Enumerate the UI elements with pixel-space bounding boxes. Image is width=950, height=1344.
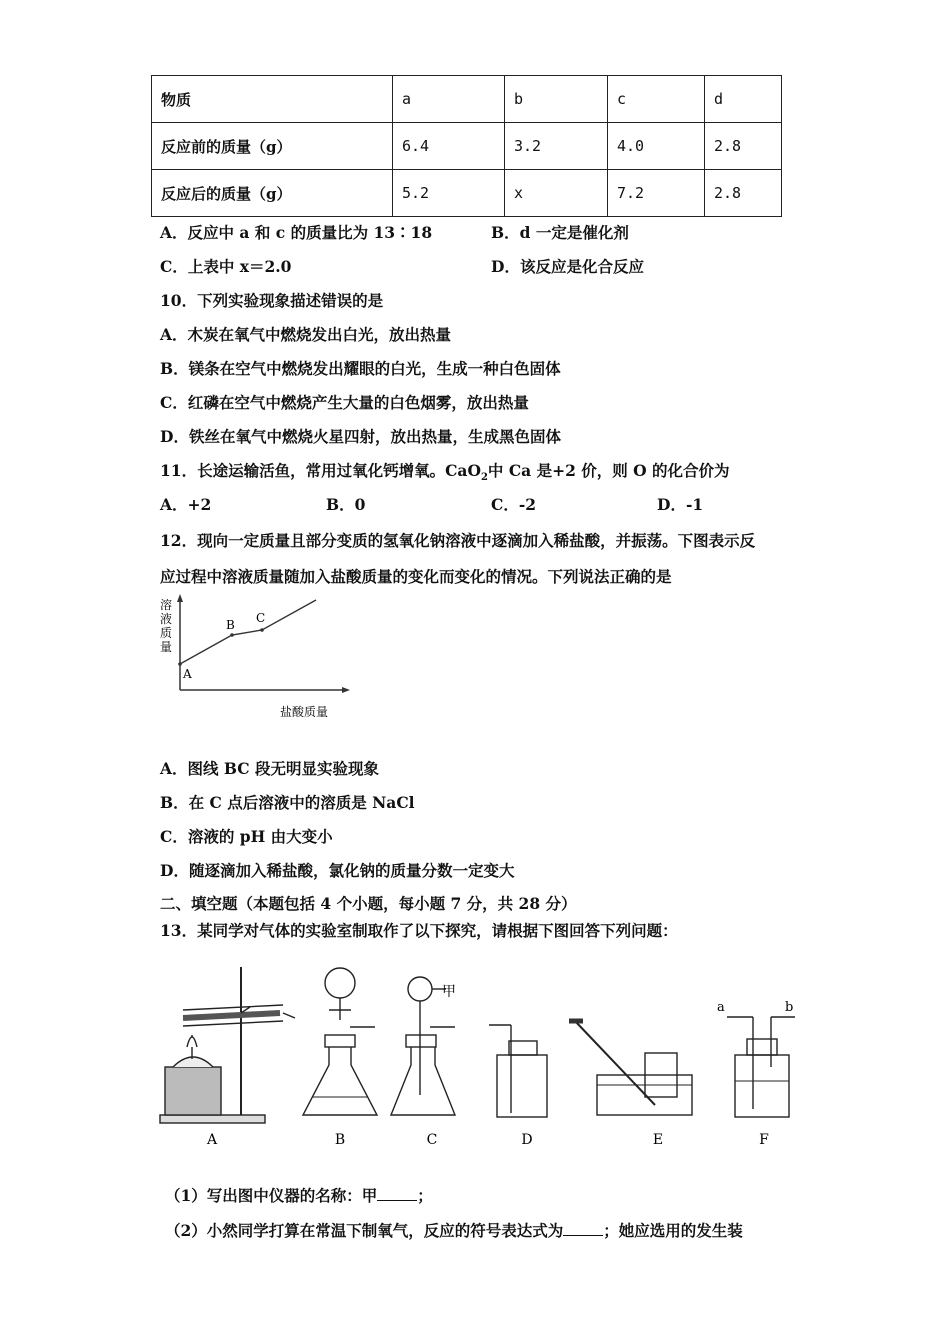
point-c-marker bbox=[260, 628, 264, 632]
q12-option-b: B．在 C 点后溶液中的溶质是 NaCl bbox=[160, 793, 415, 812]
q12-option-a: A．图线 BC 段无明显实验现象 bbox=[160, 759, 380, 778]
x-axis-label: 盐酸质量 bbox=[280, 705, 329, 719]
table-row bbox=[152, 123, 782, 170]
apparatus-label: E bbox=[652, 1132, 664, 1148]
q11-subscript: 2 bbox=[480, 472, 488, 484]
y-axis-arrow bbox=[177, 594, 183, 602]
q10-option-a: A．木炭在氧气中燃烧发出白光，放出热量 bbox=[160, 325, 452, 344]
q13-stem: 13．某同学对气体的实验室制取作了以下探究，请根据下图回答下列问题： bbox=[160, 921, 678, 940]
q11-stem-part2: 中 Ca 是+2 价，则 O 的化合价为 bbox=[487, 461, 730, 480]
table-cell: 7.2 bbox=[608, 170, 705, 217]
table-header-cell: c bbox=[608, 76, 705, 123]
table-row bbox=[152, 170, 782, 217]
q10-option-b: B．镁条在空气中燃烧发出耀眼的白光，生成一种白色固体 bbox=[160, 359, 561, 378]
table-cell: 3.2 bbox=[505, 123, 608, 170]
apparatus-a bbox=[160, 967, 295, 1123]
y-label-char: 液 bbox=[160, 612, 173, 626]
table-cell: 2.8 bbox=[705, 123, 782, 170]
q12-stem-line2: 应过程中溶液质量随加入盐酸质量的变化而变化的情况。下列说法正确的是 bbox=[160, 567, 672, 586]
q10-stem: 10．下列实验现象描述错误的是 bbox=[160, 291, 384, 310]
table-cell: x bbox=[505, 170, 608, 217]
point-c-label: C bbox=[256, 611, 266, 625]
q10-option-d: D．铁丝在氧气中燃烧火星四射，放出热量，生成黑色固体 bbox=[160, 427, 561, 446]
table-header-cell: 物质 bbox=[152, 76, 393, 123]
table-cell: 2.8 bbox=[705, 170, 782, 217]
table-header-cell: a bbox=[393, 76, 505, 123]
apparatus-f bbox=[727, 1017, 795, 1117]
y-label-char: 溶 bbox=[160, 598, 173, 612]
q12-graph bbox=[150, 592, 360, 727]
answer-blank[interactable] bbox=[377, 1186, 417, 1201]
label-b: b bbox=[785, 1000, 794, 1015]
q11-stem-part1: 11．长途运输活鱼，常用过氧化钙增氧。CaO bbox=[160, 461, 481, 480]
y-label-char: 质 bbox=[160, 626, 173, 640]
q9-option-c: C．上表中 x＝2.0 bbox=[160, 257, 292, 276]
table-header-cell: d bbox=[705, 76, 782, 123]
apparatus-figure bbox=[155, 955, 815, 1155]
apparatus-b bbox=[303, 968, 377, 1115]
q12-option-c: C．溶液的 pH 由大变小 bbox=[160, 827, 333, 846]
table-cell: 5.2 bbox=[393, 170, 505, 217]
q12-stem-line1: 12．现向一定质量且部分变质的氢氧化钠溶液中逐滴加入稀盐酸，并振荡。下图表示反 bbox=[160, 531, 756, 550]
q13-sub1 bbox=[165, 1184, 433, 1206]
apparatus-label: C bbox=[426, 1132, 438, 1148]
point-a-marker bbox=[178, 662, 182, 666]
q13-sub1-text: （1）写出图中仪器的名称：甲 bbox=[165, 1186, 378, 1205]
q11-option-b: B．0 bbox=[326, 495, 366, 514]
table-header-row bbox=[152, 76, 782, 123]
table-cell: 反应后的质量（g） bbox=[152, 170, 393, 217]
answer-blank[interactable] bbox=[563, 1221, 603, 1236]
apparatus-e bbox=[569, 1021, 692, 1115]
q9-option-b: B．d 一定是催化剂 bbox=[491, 223, 629, 242]
table-header-cell: b bbox=[505, 76, 608, 123]
mass-curve bbox=[180, 600, 316, 664]
apparatus-label: A bbox=[206, 1132, 218, 1148]
label-jia: 甲 bbox=[442, 984, 456, 1000]
apparatus-label: B bbox=[334, 1132, 346, 1148]
q13-sub1-end: ； bbox=[417, 1186, 433, 1205]
mass-table bbox=[151, 75, 782, 217]
label-a: a bbox=[717, 1000, 725, 1015]
apparatus-label: D bbox=[521, 1132, 533, 1148]
q11-option-d: D．-1 bbox=[657, 495, 704, 514]
q11-option-a: A．+2 bbox=[160, 495, 212, 514]
q9-option-a: A．反应中 a 和 c 的质量比为 13∶18 bbox=[160, 223, 433, 242]
table-cell: 6.4 bbox=[393, 123, 505, 170]
table-cell: 反应前的质量（g） bbox=[152, 123, 393, 170]
point-b-marker bbox=[230, 633, 234, 637]
q12-option-d: D．随逐滴加入稀盐酸，氯化钠的质量分数一定变大 bbox=[160, 861, 515, 880]
q13-sub2-end: ；她应选用的发生装 bbox=[603, 1221, 743, 1240]
section-title: 二、填空题（本题包括 4 个小题，每小题 7 分，共 28 分） bbox=[160, 894, 577, 913]
y-label-char: 量 bbox=[160, 640, 173, 654]
point-b-label: B bbox=[226, 618, 235, 632]
point-a-label: A bbox=[183, 667, 192, 681]
q11-stem bbox=[160, 459, 730, 483]
table-cell: 4.0 bbox=[608, 123, 705, 170]
q9-option-d: D．该反应是化合反应 bbox=[491, 257, 644, 276]
q11-option-c: C．-2 bbox=[491, 495, 537, 514]
q13-sub2 bbox=[165, 1219, 743, 1241]
apparatus-label: F bbox=[759, 1132, 769, 1148]
x-axis-arrow bbox=[342, 687, 350, 693]
apparatus-d bbox=[489, 1025, 547, 1117]
q10-option-c: C．红磷在空气中燃烧产生大量的白色烟雾，放出热量 bbox=[160, 393, 529, 412]
q13-sub2-text: （2）小然同学打算在常温下制氧气，反应的符号表达式为 bbox=[165, 1221, 564, 1240]
